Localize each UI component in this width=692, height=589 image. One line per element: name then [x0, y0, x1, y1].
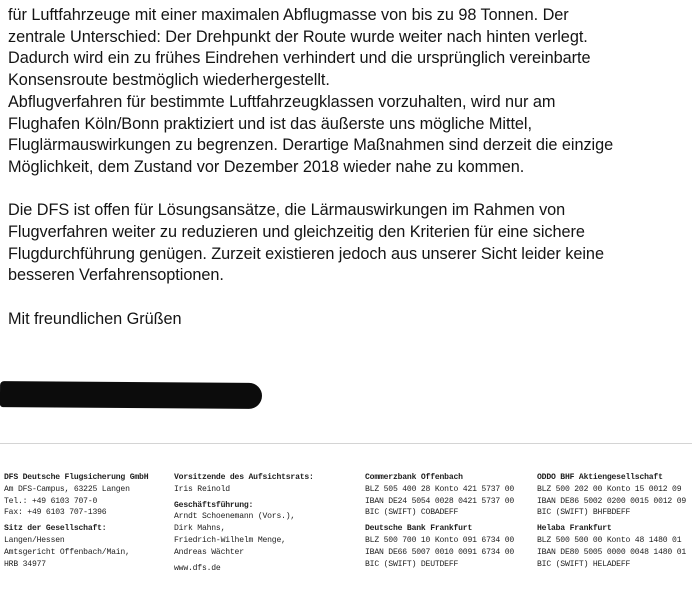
chair-name: Iris Reinold	[174, 484, 230, 494]
seat-heading: Sitz der Gesellschaft:	[4, 524, 107, 534]
bank-iban: IBAN DE86 5002 0200 0015 0012 09	[537, 496, 687, 506]
company-name: DFS Deutsche Flugsicherung GmbH	[4, 473, 149, 482]
bank-blz: BLZ 505 400 28 Konto 421 5737 00	[365, 484, 515, 494]
paragraph-line: Flugdurchführung genügen. Zurzeit existieren jedoch aus unserer Sicht leider keine	[8, 244, 604, 263]
bank-blz: BLZ 500 202 00 Konto 15 0012 09	[537, 484, 682, 494]
letter-body	[8, 5, 692, 331]
seat-hrb: HRB 34977	[4, 559, 46, 569]
bank-name: Deutsche Bank Frankfurt	[365, 524, 473, 534]
seat-city: Langen/Hessen	[4, 535, 65, 545]
footer-divider	[0, 443, 692, 444]
seat-court: Amtsgericht Offenbach/Main,	[4, 547, 130, 557]
bank-name: ODDO BHF Aktiengesellschaft	[537, 473, 663, 482]
paragraph-line: Dadurch wird ein zu frühes Eindrehen verhindert und die ursprünglich vereinbarte	[8, 49, 591, 68]
website-link[interactable]: www.dfs.de	[174, 563, 221, 573]
footer-banks-b	[537, 472, 686, 570]
chair-heading: Vorsitzende des Aufsichtsrats:	[174, 473, 314, 482]
bank-name: Helaba Frankfurt	[537, 524, 612, 534]
paragraph-line: Flugverfahren weiter zu reduzieren und gleichzeitig den Kriterien für eine sichere	[8, 223, 585, 242]
paragraph-line: Die DFS ist offen für Lösungsansätze, die Lärmauswirkungen im Rahmen von	[8, 201, 566, 220]
bank-bic: BIC (SWIFT) HELADEFF	[537, 559, 631, 569]
paragraph-line: Abflugverfahren für bestimmte Luftfahrzeugklassen vorzuhalten, wird nur am	[8, 92, 556, 111]
manager-name: Arndt Schoenemann (Vors.),	[174, 512, 296, 522]
bank-iban: IBAN DE24 5054 0028 0421 5737 00	[365, 496, 515, 506]
manager-name: Friedrich-Wilhelm Menge,	[174, 535, 286, 545]
paragraph-line: zentrale Unterschied: Der Drehpunkt der Route wurde weiter nach hinten verlegt.	[8, 27, 588, 46]
signature-redaction	[0, 381, 262, 409]
manager-name: Dirk Mahns,	[174, 524, 226, 534]
management-heading: Geschäftsführung:	[174, 500, 254, 510]
bank-bic: BIC (SWIFT) DEUTDEFF	[365, 559, 459, 569]
bank-iban: IBAN DE80 5005 0000 0048 1480 01	[537, 547, 687, 557]
company-fax: Fax: +49 6103 707-1396	[4, 508, 107, 518]
company-tel: Tel.: +49 6103 707-0	[4, 496, 98, 506]
paragraph-line: Konsensroute bestmöglich wiederhergestellt.	[8, 71, 330, 90]
bank-blz: BLZ 500 700 10 Konto 091 6734 00	[365, 535, 515, 545]
footer-banks-a	[365, 472, 514, 570]
closing-salutation: Mit freundlichen Grüßen	[8, 309, 182, 328]
company-address: Am DFS-Campus, 63225 Langen	[4, 484, 130, 494]
footer-board	[174, 472, 314, 574]
bank-bic: BIC (SWIFT) BHFBDEFF	[537, 508, 631, 518]
paragraph-line: Möglichkeit, dem Zustand vor Dezember 2018 wieder nahe zu kommen.	[8, 157, 525, 176]
bank-name: Commerzbank Offenbach	[365, 473, 463, 482]
paragraph-line: Flughafen Köln/Bonn praktiziert und ist das äußerste uns mögliche Mittel,	[8, 114, 532, 133]
bank-blz: BLZ 500 500 00 Konto 48 1480 01	[537, 535, 682, 545]
footer-company	[4, 472, 148, 570]
paragraph-line: Fluglärmauswirkungen zu begrenzen. Derartige Maßnahmen sind derzeit die einzige	[8, 136, 614, 155]
paragraph-line: für Luftfahrzeuge mit einer maximalen Abflugmasse von bis zu 98 Tonnen. Der	[8, 6, 569, 24]
paragraph-line: besseren Verfahrensoptionen.	[8, 266, 224, 285]
manager-name: Andreas Wächter	[174, 547, 244, 557]
bank-bic: BIC (SWIFT) COBADEFF	[365, 508, 459, 518]
bank-iban: IBAN DE66 5007 0010 0091 6734 00	[365, 547, 515, 557]
